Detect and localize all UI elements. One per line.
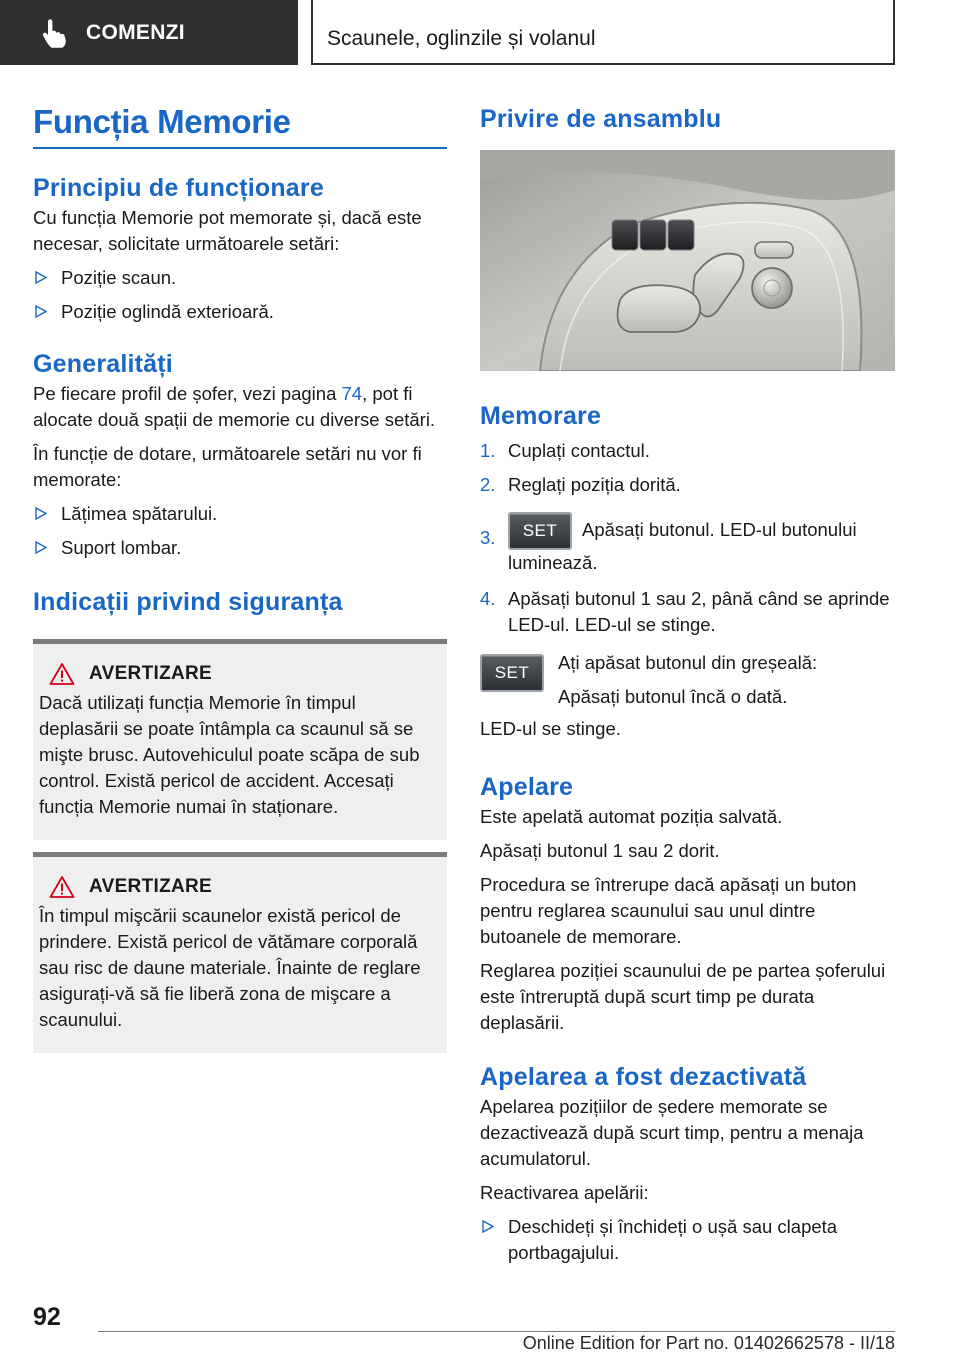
step-item: 3. SET Apăsați butonul. LED-ul butonului luminează.: [480, 512, 895, 576]
note-row: [480, 650, 895, 710]
warning-text: În timpul mişcării scaunelor există pericol de prindere. Există pericol de vătămare corporală sau risc de daune materiale. Înainte de reglare asigurați-vă să fie liberă zona de mişcare a scaunului.: [39, 904, 421, 1030]
triangle-bullet-icon: [35, 507, 47, 520]
triangle-bullet-icon: [482, 1220, 494, 1233]
warning-label: AVERTIZARE: [89, 875, 212, 897]
generalitati-list: [33, 501, 447, 561]
right-column: [480, 100, 895, 1266]
generalitati-heading: Generalități: [33, 349, 173, 378]
page-number: 92: [33, 1303, 61, 1331]
footer-divider: [98, 1331, 895, 1332]
step-item: 2. Reglați poziția dorită.: [480, 474, 681, 495]
page-title: Funcția Memorie: [33, 103, 291, 140]
set-button[interactable]: SET: [480, 654, 544, 692]
triangle-bullet-icon: [35, 305, 47, 318]
left-column: [33, 100, 447, 1053]
title-divider: [33, 147, 447, 149]
chapter-tab[interactable]: [0, 0, 298, 65]
section-title: Scaunele, oglinzile și volanul: [311, 0, 895, 65]
generalitati-text-2: În funcție de dotare, următoarele setări nu vor fi memorate:: [33, 442, 422, 490]
seat-memory-buttons-image: [480, 150, 895, 371]
warning-header: [39, 875, 435, 899]
list-item-text: Lățimea spătarului.: [61, 502, 218, 524]
principiu-list: [33, 265, 447, 325]
dezactivata-heading: Apelarea a fost dezactivată: [480, 1063, 807, 1091]
footer-edition: Online Edition for Part no. 01402662578 - II/18: [522, 1333, 895, 1353]
warning-triangle-icon: [49, 875, 75, 899]
dezactivata-text-2: Reactivarea apelării:: [480, 1182, 649, 1203]
list-item-text: Poziție oglindă exterioară.: [61, 300, 274, 322]
page-link[interactable]: 74: [341, 382, 363, 404]
memorare-steps: [480, 438, 895, 638]
triangle-bullet-icon: [35, 271, 47, 284]
dezactivata-list: [480, 1214, 895, 1266]
note-text: Ați apăsat butonul din greșeală: Apăsați butonul încă o dată.: [558, 652, 818, 707]
list-item: [33, 299, 447, 325]
apelare-text-1: Este apelată automat poziția salvată.: [480, 806, 783, 827]
step-item: 1. Cuplați contactul.: [480, 440, 650, 461]
dezactivata-text-1: Apelarea pozițiilor de ședere memorate se dezactivează după scurt timp, pentru a menaja acumulatorul.: [480, 1096, 864, 1169]
list-item: [33, 501, 447, 527]
warning-box: [33, 639, 447, 840]
list-item: [33, 535, 447, 561]
generalitati-text: Pe fiecare profil de șofer, vezi pagina 74, pot fi alocate două spații de memorie cu diverse setări.: [33, 382, 436, 430]
indicatii-heading: Indicații privind siguranța: [33, 587, 343, 616]
warning-box: [33, 852, 447, 1053]
memorare-heading: Memorare: [480, 402, 602, 430]
set-button[interactable]: SET: [508, 512, 572, 550]
list-item: [480, 1214, 895, 1266]
warning-triangle-icon: [49, 662, 75, 686]
hand-pointer-icon: [38, 17, 70, 49]
warning-text: Dacă utilizați funcția Memorie în timpul deplasării se poate întâmpla ca scaunul să se mişte brusc. Autovehiculul poate scăpa de sub control. Există pericol de accident. Accesați funcția Memorie numai în staționare.: [39, 691, 420, 817]
list-item-text: Deschideți și închideți o ușă sau clapeta portbagajului.: [508, 1216, 838, 1263]
warning-header: [39, 662, 435, 686]
list-item-text: Suport lombar.: [61, 536, 182, 558]
triangle-bullet-icon: [35, 541, 47, 554]
privire-heading: Privire de ansamblu: [480, 105, 722, 133]
apelare-heading: Apelare: [480, 773, 574, 801]
apelare-text-4: Reglarea poziției scaunului de pe partea șoferului este întreruptă după scurt timp pe durata deplasării.: [480, 960, 886, 1033]
list-item-text: Poziție scaun.: [61, 266, 177, 288]
principiu-text: Cu funcția Memorie pot memorate și, dacă este necesar, solicitate următoarele setări:: [33, 206, 422, 254]
note-led-text: LED-ul se stinge.: [480, 718, 621, 739]
apelare-text-2: Apăsați butonul 1 sau 2 dorit.: [480, 840, 720, 861]
memory-button-group: [612, 220, 694, 250]
list-item: [33, 265, 447, 291]
step-item: 4. Apăsați butonul 1 sau 2, până când se aprinde LED-ul. LED-ul se stinge.: [480, 588, 890, 635]
warning-label: AVERTIZARE: [89, 662, 212, 684]
chapter-tab-label: COMENZI: [86, 20, 185, 44]
principiu-heading: Principiu de funcționare: [33, 173, 324, 202]
apelare-text-3: Procedura se întrerupe dacă apăsați un buton pentru reglarea scaunului sau unul dintre butoanele de memorare.: [480, 874, 857, 947]
